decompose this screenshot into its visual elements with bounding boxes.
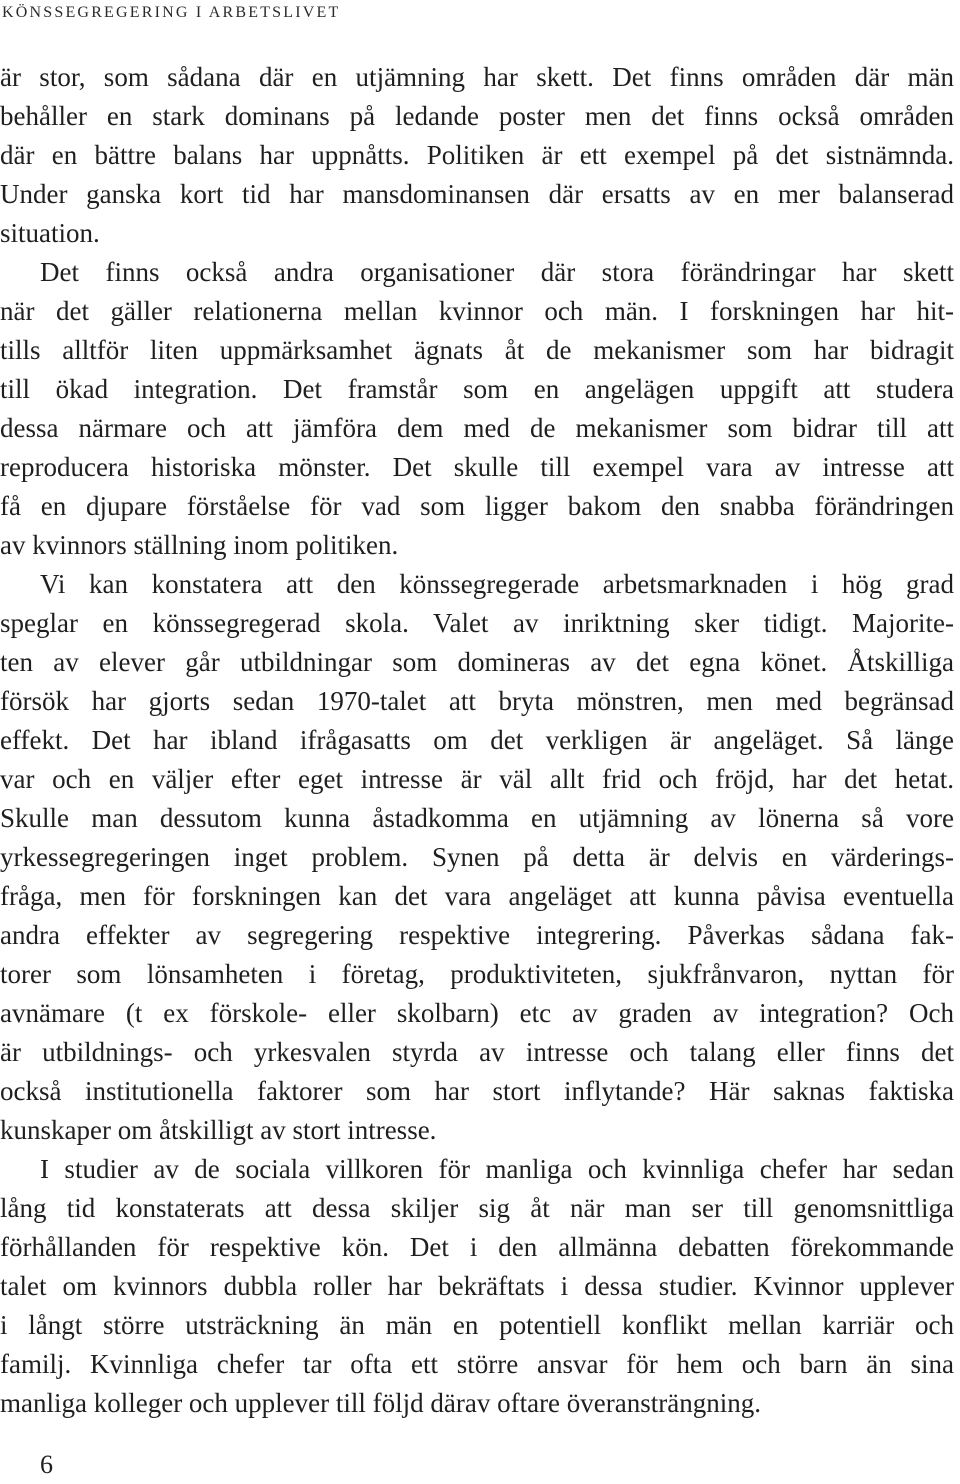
text-line: var och en väljer efter eget intresse är väl allt frid och fröjd, har det hetat.	[0, 764, 954, 794]
text-line: lång tid konstaterats att dessa skiljer sig åt när man ser till genomsnittliga	[0, 1193, 954, 1223]
text-line: dessa närmare och att jämföra dem med de mekanismer som bidrar till att	[0, 413, 954, 443]
text-line: är stor, som sådana där en utjämning har skett. Det finns områden där män	[0, 62, 954, 92]
paragraph-first-line: Det finns också andra organisationer där stora förändringar har skett	[40, 257, 954, 287]
text-line: talet om kvinnors dubbla roller har bekräftats i dessa studier. Kvinnor upplever	[0, 1271, 954, 1301]
text-line: där en bättre balans har uppnåtts. Politiken är ett exempel på det sistnämnda.	[0, 140, 954, 170]
text-line: tills alltför liten uppmärksamhet ägnats åt de mekanismer som har bidragit	[0, 335, 954, 365]
paragraph-first-line: Vi kan konstatera att den könssegregerade arbetsmarknaden i hög grad	[40, 569, 954, 599]
text-line: få en djupare förståelse för vad som ligger bakom den snabba förändringen	[0, 491, 954, 521]
text-line: Skulle man dessutom kunna åstadkomma en utjämning av lönerna så vore	[0, 803, 954, 833]
text-line: förhållanden för respektive kön. Det i den allmänna debatten förekommande	[0, 1232, 954, 1262]
text-line: torer som lönsamheten i företag, produktiviteten, sjukfrånvaron, nyttan för	[0, 959, 954, 989]
text-line: i långt större utsträckning än män en potentiell konflikt mellan karriär och	[0, 1310, 954, 1340]
text-line: familj. Kvinnliga chefer tar ofta ett större ansvar för hem och barn än sina	[0, 1349, 954, 1379]
text-line: Under ganska kort tid har mansdominansen där ersatts av en mer balanserad	[0, 179, 954, 209]
text-line: situation.	[0, 218, 100, 248]
text-line: behåller en stark dominans på ledande poster men det finns också områden	[0, 101, 954, 131]
text-line: reproducera historiska mönster. Det skulle till exempel vara av intresse att	[0, 452, 954, 482]
text-line: yrkessegregeringen inget problem. Synen på detta är delvis en värderings-	[0, 842, 954, 872]
text-line: till ökad integration. Det framstår som en angelägen uppgift att studera	[0, 374, 954, 404]
text-line: effekt. Det har ibland ifrågasatts om det verkligen är angeläget. Så länge	[0, 725, 954, 755]
text-line: avnämare (t ex förskole- eller skolbarn) etc av graden av integration? Och	[0, 998, 954, 1028]
text-line: kunskaper om åtskilligt av stort intresse.	[0, 1115, 437, 1145]
text-line: manliga kolleger och upplever till följd därav oftare överansträngning.	[0, 1388, 761, 1418]
body-text	[0, 58, 954, 1423]
text-line: när det gäller relationerna mellan kvinnor och män. I forskningen har hit-	[0, 296, 954, 326]
text-line: andra effekter av segregering respektive integrering. Påverkas sådana fak-	[0, 920, 954, 950]
text-line: försök har gjorts sedan 1970-talet att bryta mönstren, men med begränsad	[0, 686, 954, 716]
text-line: fråga, men för forskningen kan det vara angeläget att kunna påvisa eventuella	[0, 881, 954, 911]
text-line: också institutionella faktorer som har stort inflytande? Här saknas faktiska	[0, 1076, 954, 1106]
text-line: av kvinnors ställning inom politiken.	[0, 530, 399, 560]
text-line: ten av elever går utbildningar som domineras av det egna könet. Åtskilliga	[0, 647, 954, 677]
text-line: speglar en könssegregerad skola. Valet av inriktning sker tidigt. Majorite-	[0, 608, 954, 638]
running-header: KÖNSSEGREGERING I ARBETSLIVET	[2, 4, 341, 21]
page-number: 6	[40, 1450, 53, 1479]
paragraph-first-line: I studier av de sociala villkoren för manliga och kvinnliga chefer har sedan	[40, 1154, 954, 1184]
text-line: är utbildnings- och yrkesvalen styrda av intresse och talang eller finns det	[0, 1037, 954, 1067]
